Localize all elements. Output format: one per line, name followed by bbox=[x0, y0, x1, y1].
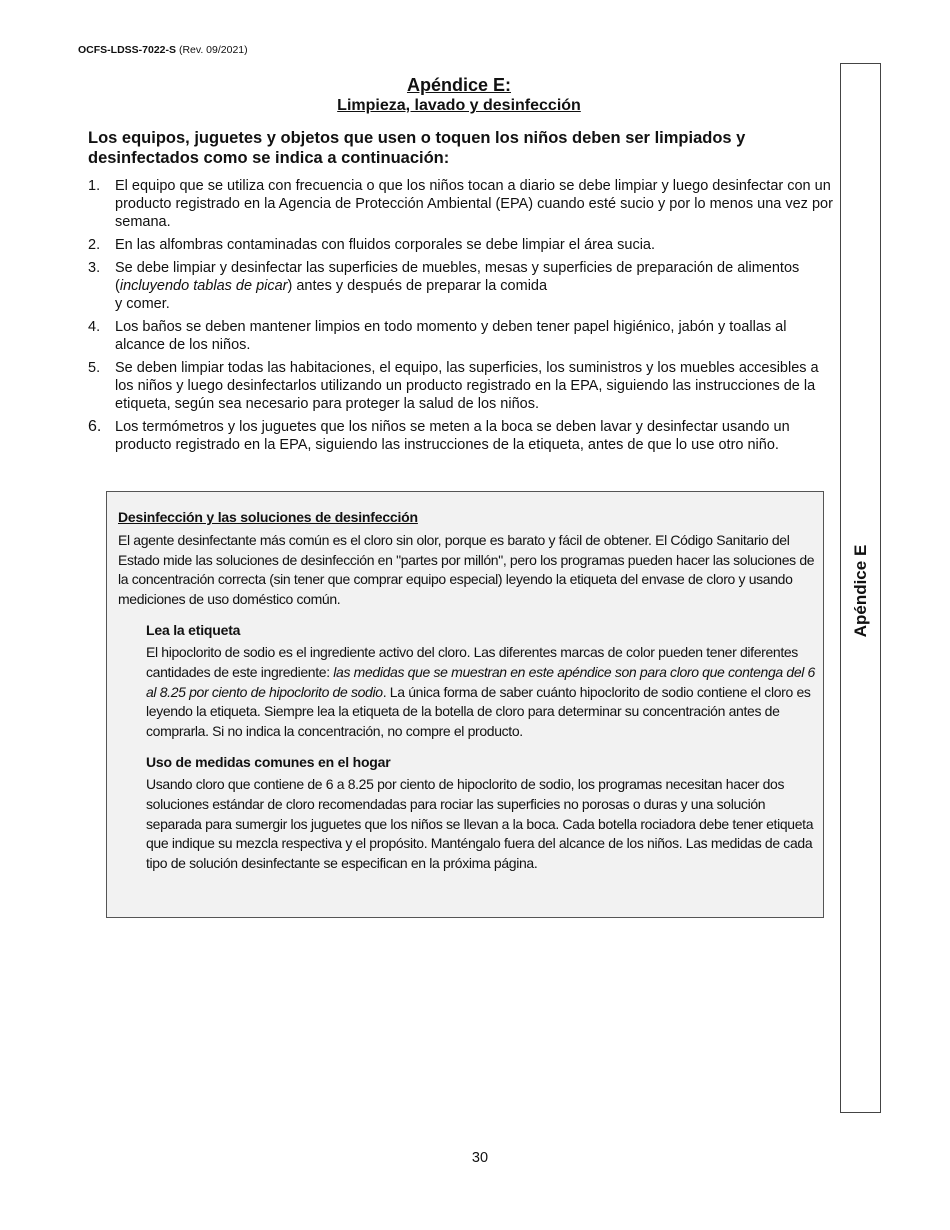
list-number: 4. bbox=[88, 319, 101, 335]
list-text: Se deben limpiar todas las habitaciones, el equipo, las superficies, los suministros y los muebles accesibles a los niños y luego desinfectarlos utilizando un producto registrado en la EPA, siguiendo las instrucciones de la etiqueta, según sea necesario para proteger la salud de los niños. bbox=[115, 360, 819, 412]
label-section-italic: las medidas que se muestran en este apéndice son para cloro que contenga del 6 al 8.25 por ciento de hipoclorito de sodio bbox=[146, 663, 815, 700]
measures-section-text: Usando cloro que contiene de 6 a 8.25 por ciento de hipoclorito de sodio, los programas necesitan hacer dos soluciones estándar de cloro recomendadas para rociar las superficies no porosas o duras y una solución separada para sumergir los juguetes que los niños se llevan a la boca. Cada botella rociadora debe tener etiqueta que indique su mezcla respectiva y el propósito. Manténgalo fuera del alcance de los niños. Las medidas de cada tipo de solución desinfectante se especifican en la próxima página. bbox=[146, 776, 814, 871]
list-text: El equipo que se utiliza con frecuencia o que los niños tocan a diario se debe limpiar y luego desinfectar con un producto registrado en la Agencia de Protección Ambiental (EPA) cuando esté sucio y por lo menos una vez por semana. bbox=[115, 178, 833, 230]
rules-list bbox=[88, 177, 833, 459]
list-number: 6. bbox=[88, 418, 102, 435]
list-item bbox=[88, 177, 833, 231]
list-text: Se debe limpiar y desinfectar las superficies de muebles, mesas y superficies de preparación de alimentos ( bbox=[115, 260, 800, 294]
list-number: 2. bbox=[88, 237, 101, 253]
list-item bbox=[88, 318, 833, 354]
list-text: Los baños se deben mantener limpios en todo momento y deben tener papel higiénico, jabón y toallas al alcance de los niños. bbox=[115, 319, 787, 353]
list-item bbox=[88, 359, 833, 413]
disinfection-info-box bbox=[106, 491, 824, 918]
list-number: 1. bbox=[88, 178, 101, 194]
label-section bbox=[146, 621, 818, 741]
intro-statement: Los equipos, juguetes y objetos que usen o toquen los niños deben ser limpiados y desinfectados como se indica a continuación: bbox=[88, 129, 746, 167]
label-section-text: El hipoclorito de sodio es el ingrediente activo del cloro. Las diferentes marcas de color pueden tener diferentes cantidades de este ingrediente: las medidas que se muestran en este apéndice son para cloro que contenga del 6 al 8.25 por ciento de hipoclorito de sodio. La única forma de saber cuánto hipoclorito de sodio contiene el cloro es leyendo la etiqueta. Siempre lea la etiqueta de la botella de cloro para determinar su concentración antes de comprarla. Si no indica la concentración, no compre el producto. bbox=[146, 644, 815, 739]
form-revision: (Rev. 09/2021) bbox=[178, 44, 248, 56]
form-identifier bbox=[78, 44, 248, 56]
appendix-sidebar-tab bbox=[840, 63, 881, 1113]
list-number: 3. bbox=[88, 260, 101, 276]
label-section-heading: Lea la etiqueta bbox=[146, 622, 241, 639]
sidebar-label: Apéndice E bbox=[850, 544, 870, 638]
list-text: y comer. bbox=[115, 296, 170, 312]
measures-section-heading: Uso de medidas comunes en el hogar bbox=[146, 754, 391, 771]
list-text-italic: incluyendo tablas de picar bbox=[119, 278, 288, 294]
box-paragraph: El agente desinfectante más común es el cloro sin olor, porque es barato y fácil de obtener. El Código Sanitario del Estado mide las soluciones de desinfección en "partes por millón", pero los programas pueden hacer las soluciones de la concentración correcta (sin tener que comprar equipo especial) leyendo la etiqueta del envase de cloro y usando mediciones de uso doméstico común. bbox=[118, 532, 815, 607]
list-text: En las alfombras contaminadas con fluidos corporales se debe limpiar el área sucia. bbox=[115, 237, 656, 253]
measures-section bbox=[146, 753, 818, 873]
title-block bbox=[88, 74, 830, 116]
list-number: 5. bbox=[88, 360, 101, 376]
list-item bbox=[88, 418, 833, 454]
list-item bbox=[88, 236, 833, 254]
page-title: Apéndice E: bbox=[406, 75, 512, 95]
form-code: OCFS-LDSS-7022-S bbox=[78, 44, 177, 56]
list-text: ) antes y después de preparar la comida bbox=[287, 278, 548, 294]
list-item bbox=[88, 259, 833, 313]
box-heading: Desinfección y las soluciones de desinfección bbox=[118, 509, 418, 525]
list-text: Los termómetros y los juguetes que los niños se meten a la boca se deben lavar y desinfectar usando un producto registrado en la EPA, siguiendo las instrucciones de la etiqueta, antes de que lo use otro niño. bbox=[115, 419, 790, 453]
page-subtitle: Limpieza, lavado y desinfección bbox=[337, 97, 581, 114]
page-number: 30 bbox=[471, 1150, 489, 1166]
